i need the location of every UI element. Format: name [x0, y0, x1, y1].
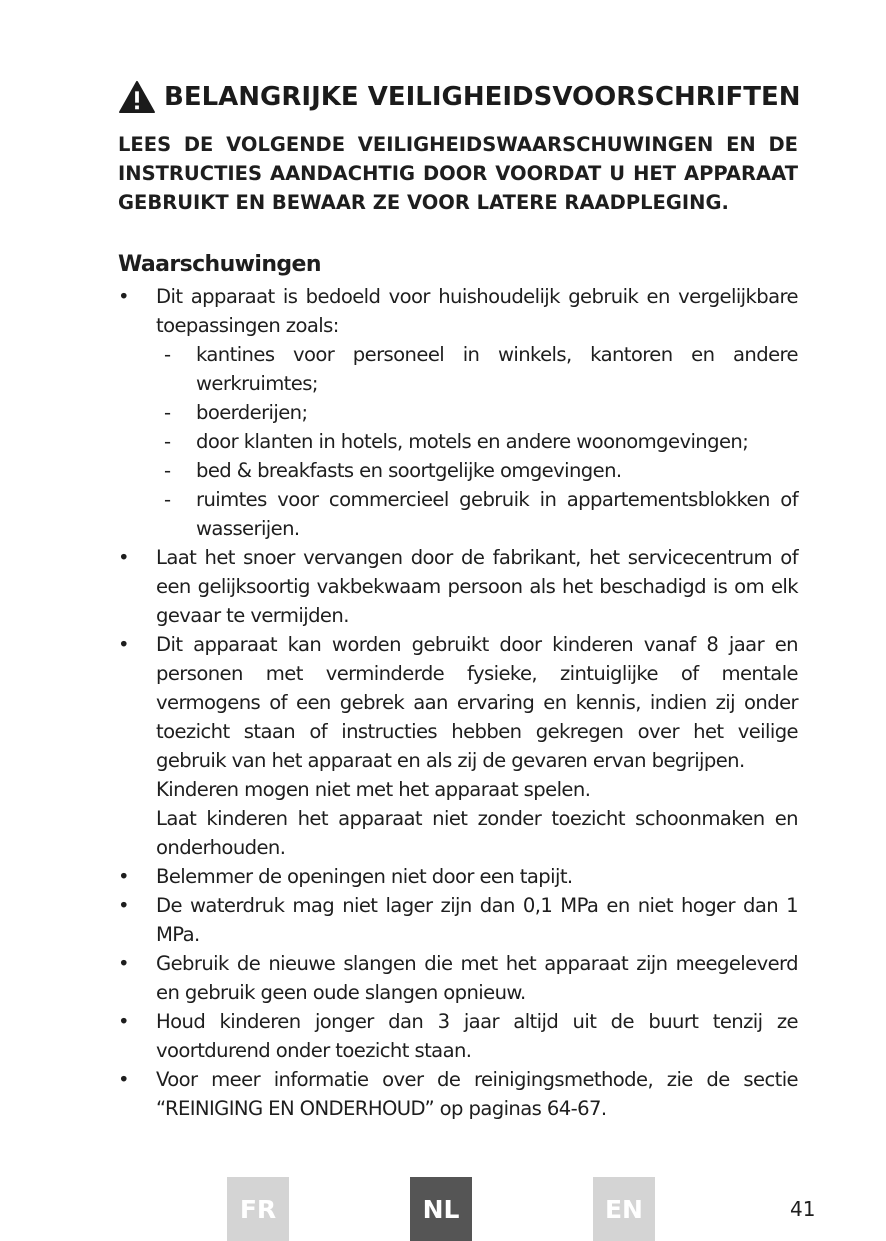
sub-list [156, 340, 798, 543]
list-item [118, 630, 798, 862]
bullet: • [118, 546, 129, 569]
sub-list-item-text: ruimtes voor commercieel gebruik in appartementsblokken of wasserijen. [196, 488, 798, 540]
sub-list-item [156, 427, 798, 456]
sub-list-item [156, 485, 798, 543]
list-item [118, 1007, 798, 1065]
sub-list-item [156, 340, 798, 398]
dash: - [164, 401, 171, 424]
language-tab-nl[interactable]: NL [410, 1177, 472, 1241]
bullet: • [118, 894, 129, 917]
bullet: • [118, 1010, 129, 1033]
list-item-text: Houd kinderen jonger dan 3 jaar altijd uit de buurt tenzij ze voortdurend onder toezicht staan. [156, 1010, 798, 1062]
list-item-text: Laat het snoer vervangen door de fabrikant, het servicecentrum of een gelijksoortig vakbekwaam persoon als het beschadigd is om elk gevaar te vermijden. [156, 546, 798, 627]
list-item-text: Dit apparaat is bedoeld voor huishoudelijk gebruik en vergelijkbare toepassingen zoals: [156, 285, 798, 337]
list-item [118, 282, 798, 543]
list-item-paragraph: Kinderen mogen niet met het apparaat spelen. [156, 778, 591, 801]
sub-list-item-text: bed & breakfasts en soortgelijke omgevingen. [196, 459, 622, 482]
bullet: • [118, 285, 129, 308]
sub-list-item [156, 456, 798, 485]
list-item [118, 949, 798, 1007]
language-tab-fr[interactable]: FR [227, 1177, 289, 1241]
warnings-section [118, 248, 798, 1123]
page-title [118, 80, 808, 114]
list-item [118, 891, 798, 949]
section-heading: Waarschuwingen [118, 252, 321, 277]
language-tab-en[interactable]: EN [593, 1177, 655, 1241]
list-item-text: Voor meer informatie over de reinigingsmethode, zie de sectie “REINIGING EN ONDERHOUD” op paginas 64-67. [156, 1068, 798, 1120]
page-number: 41 [790, 1197, 816, 1221]
sub-list-item-text: door klanten in hotels, motels en andere woonomgevingen; [196, 430, 749, 453]
dash: - [164, 343, 171, 366]
bullet: • [118, 1068, 129, 1091]
list-item-paragraph: Laat kinderen het apparaat niet zonder toezicht schoonmaken en onderhouden. [156, 807, 798, 859]
dash: - [164, 488, 171, 511]
bullet: • [118, 952, 129, 975]
sub-list-item [156, 398, 798, 427]
list-item [118, 543, 798, 630]
dash: - [164, 459, 171, 482]
footer [0, 1177, 886, 1241]
dash: - [164, 430, 171, 453]
list-item-text: Belemmer de openingen niet door een tapijt. [156, 865, 573, 888]
list-item-text: De waterdruk mag niet lager zijn dan 0,1 MPa en niet hoger dan 1 MPa. [156, 894, 798, 946]
list-item [118, 862, 798, 891]
bullet: • [118, 865, 129, 888]
list-item-text: Gebruik de nieuwe slangen die met het apparaat zijn meegeleverd en gebruik geen oude slangen opnieuw. [156, 952, 798, 1004]
page-title-text: BELANGRIJKE VEILIGHEIDSVOORSCHRIFTEN [164, 82, 801, 112]
warning-triangle-icon [118, 80, 156, 114]
bullet: • [118, 633, 129, 656]
list-item-text: Dit apparaat kan worden gebruikt door kinderen vanaf 8 jaar en personen met verminderde fysieke, zintuiglijke of mentale vermogens of een gebrek aan ervaring en kennis, indien zij onder toezicht staan of instructies hebben gekregen over het veilige gebruik van het apparaat en als zij de gevaren ervan begrijpen. [156, 633, 798, 772]
intro-text: LEES DE VOLGENDE VEILIGHEIDSWAARSCHUWINGEN EN DE INSTRUCTIES AANDACHTIG DOOR VOORDAT U HET APPARAAT GEBRUIKT EN BEWAAR ZE VOOR LATERE RAADPLEGING. [118, 133, 798, 214]
warnings-list [118, 282, 798, 1123]
list-item [118, 1065, 798, 1123]
sub-list-item-text: kantines voor personeel in winkels, kantoren en andere werkruimtes; [196, 343, 798, 395]
sub-list-item-text: boerderijen; [196, 401, 308, 424]
